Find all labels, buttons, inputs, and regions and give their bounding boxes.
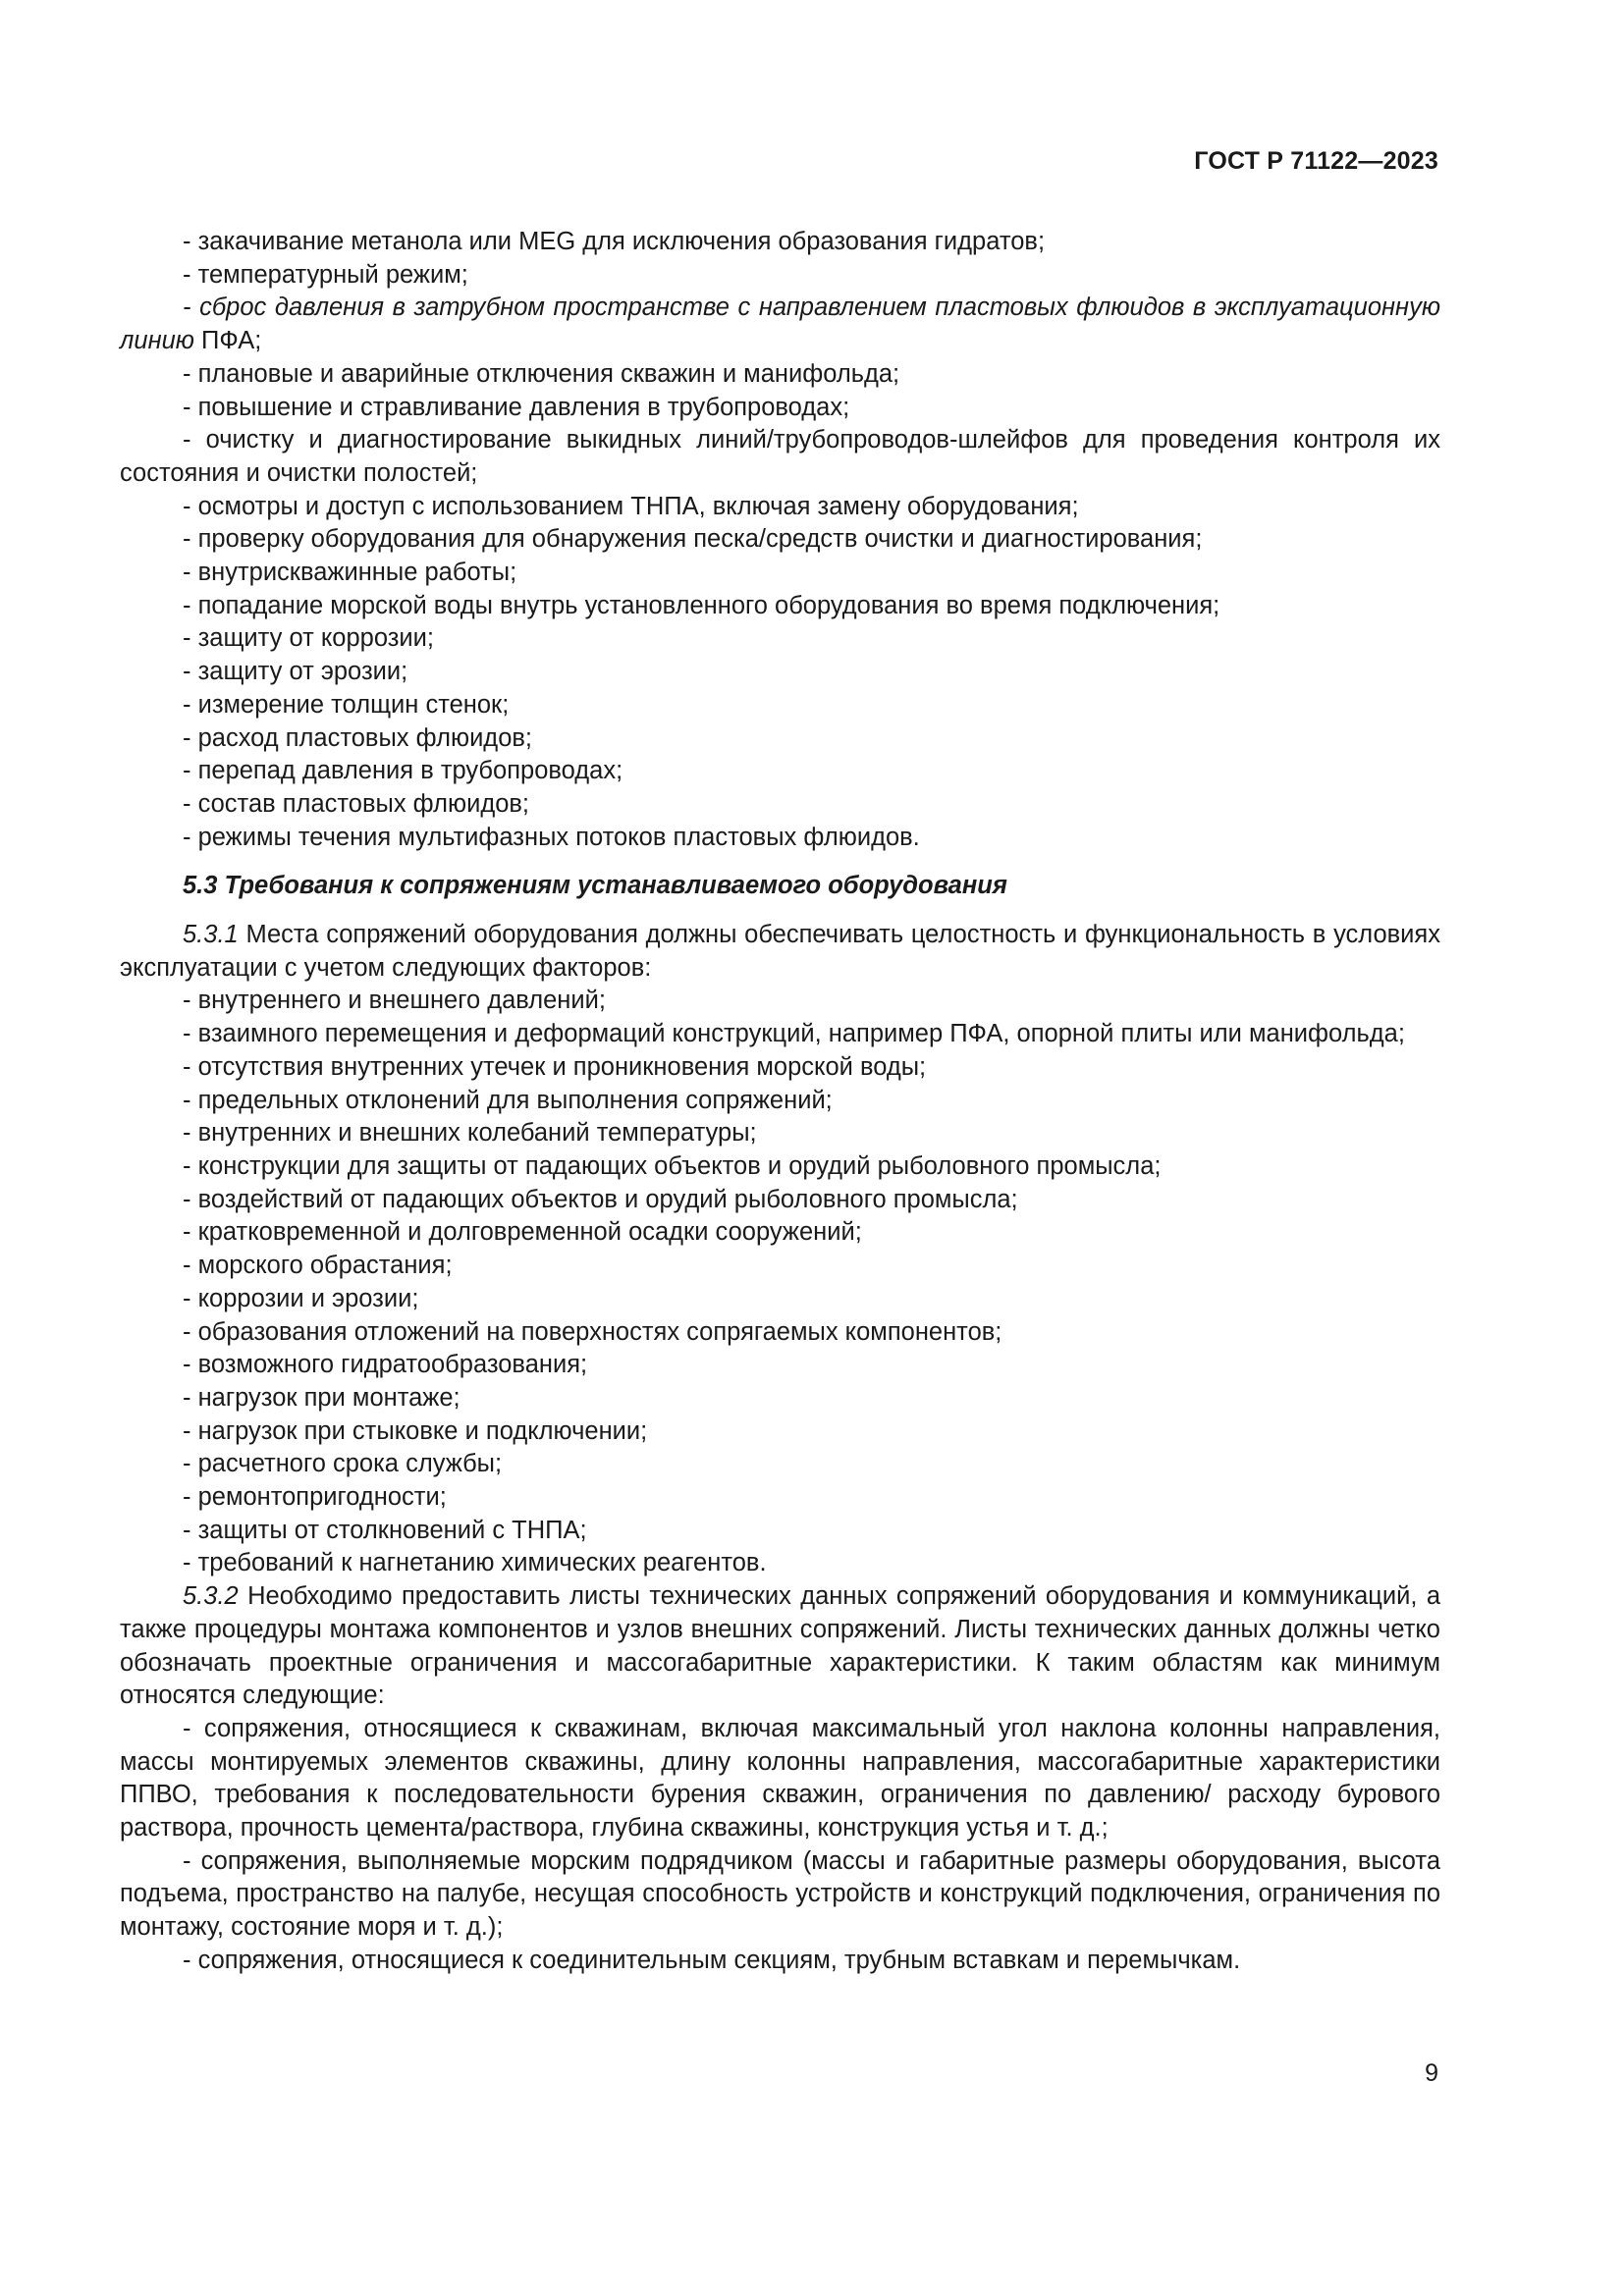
clause-text: Необходимо предоставить листы технических данных сопряжений оборудования и коммуникаций, а также процедуры монтажа компонентов и узлов внешних сопряжений. Листы технических данных должны четко обозначать проектные ограничения и массогабаритные характеристики. К таким областям как минимум относятся следующие: — [120, 1582, 1440, 1710]
clause-5-3-2 — [120, 1580, 1440, 1713]
list-item: - возможного гидратообразования; — [183, 1351, 588, 1379]
list-item: - состав пластовых флюидов; — [183, 789, 530, 818]
list-item: - защиту от эрозии; — [183, 658, 408, 686]
list-item-tail: ПФА; — [193, 327, 262, 355]
list-item: - повышение и стравливание давления в трубопроводах; — [183, 393, 850, 421]
list-item: - сопряжения, относящиеся к соединительным секциям, трубным вставкам и перемычкам. — [183, 1946, 1241, 1974]
list-item: - внутрискважинные работы; — [183, 559, 517, 587]
clause-number: 5.3.2 — [183, 1582, 239, 1611]
list-item: - режимы течения мультифазных потоков пластовых флюидов. — [183, 823, 920, 851]
list-item: - попадание морской воды внутрь установленного оборудования во время подключения; — [183, 591, 1220, 619]
list-item: - предельных отклонений для выполнения сопряжений; — [183, 1086, 833, 1114]
list-item: - расход пластовых флюидов; — [183, 723, 533, 752]
list-item-italic — [120, 292, 1440, 357]
list-item: - коррозии и эрозии; — [183, 1284, 419, 1312]
list-item: - очистку и диагностирование выкидных линий/трубопроводов-шлейфов для проведения контроля их состояния и очистки полостей; — [120, 426, 1440, 487]
list-item: - взаимного перемещения и деформаций конструкций, например ПФА, опорной плиты или манифольда; — [183, 1020, 1405, 1048]
document-standard-id: ГОСТ Р 71122—2023 — [1194, 147, 1438, 175]
clause-number: 5.3.1 — [183, 921, 239, 949]
list-item: - воздействий от падающих объектов и орудий рыболовного промысла; — [183, 1185, 1018, 1213]
list-item: - внутренних и внешних колебаний температуры; — [183, 1119, 757, 1148]
italic-text: - сброс давления в затрубном пространстве с направлением пластовых флюидов в эксплуатационную линию — [120, 294, 1440, 355]
list-item: - требований к нагнетанию химических реагентов. — [183, 1549, 767, 1577]
list-item: - защиту от коррозии; — [183, 624, 435, 653]
list-item: - расчетного срока службы; — [183, 1450, 503, 1478]
list-item: - перепад давления в трубопроводах; — [183, 757, 623, 785]
list-item: - сопряжения, выполняемые морским подрядчиком (массы и габаритные размеры оборудования, высота подъема, пространство на палубе, несущая способность устройств и конструкций подключения, ограничения по монтажу, состояние моря и т. д.); — [120, 1846, 1440, 1942]
list-item: - нагрузок при стыковке и подключении; — [183, 1416, 648, 1445]
list-item: - отсутствия внутренних утечек и проникновения морской воды; — [183, 1052, 927, 1081]
clause-5-3-1 — [120, 919, 1440, 985]
list-item: - сопряжения, относящиеся к скважинам, включая максимальный угол наклона колонны направления, массы монтируемых элементов скважины, длину колонны направления, массогабаритные характеристики ППВО, требования к последовательности бурения скважин, ограничения по давлению/ расходу бурового раствора, прочность цемента/раствора, глубина скважины, конструкция устья и т. д.; — [120, 1714, 1440, 1842]
page-number: 9 — [1425, 2059, 1438, 2087]
list-item: - кратковременной и долговременной осадки сооружений; — [183, 1218, 862, 1247]
list-item: - ремонтопригодности; — [183, 1483, 447, 1512]
list-item: - температурный режим; — [183, 260, 468, 289]
section-heading: 5.3 Требования к сопряжениям устанавливаемого оборудования — [183, 872, 1007, 900]
list-item: - конструкции для защиты от падающих объектов и орудий рыболовного промысла; — [183, 1151, 1162, 1180]
document-body — [120, 226, 1440, 1978]
clause-text: Места сопряжений оборудования должны обеспечивать целостность и функциональность в условиях эксплуатации с учетом следующих факторов: — [120, 921, 1440, 982]
list-item: - нагрузок при монтаже; — [183, 1383, 460, 1412]
list-item: - осмотры и доступ с использованием ТНПА, включая замену оборудования; — [183, 492, 1079, 520]
list-item: - плановые и аварийные отключения скважин и манифольда; — [183, 359, 900, 388]
list-item: - защиты от столкновений с ТНПА; — [183, 1516, 587, 1544]
list-item: - проверку оборудования для обнаружения песка/средств очистки и диагностирования; — [183, 525, 1203, 554]
list-item: - внутреннего и внешнего давлений; — [183, 987, 606, 1015]
list-item: - морского обрастания; — [183, 1252, 453, 1280]
list-item: - закачивание метанола или MEG для исключения образования гидратов; — [183, 228, 1046, 255]
list-item: - измерение толщин стенок; — [183, 690, 510, 719]
list-item: - образования отложений на поверхностях сопрягаемых компонентов; — [183, 1317, 1002, 1346]
